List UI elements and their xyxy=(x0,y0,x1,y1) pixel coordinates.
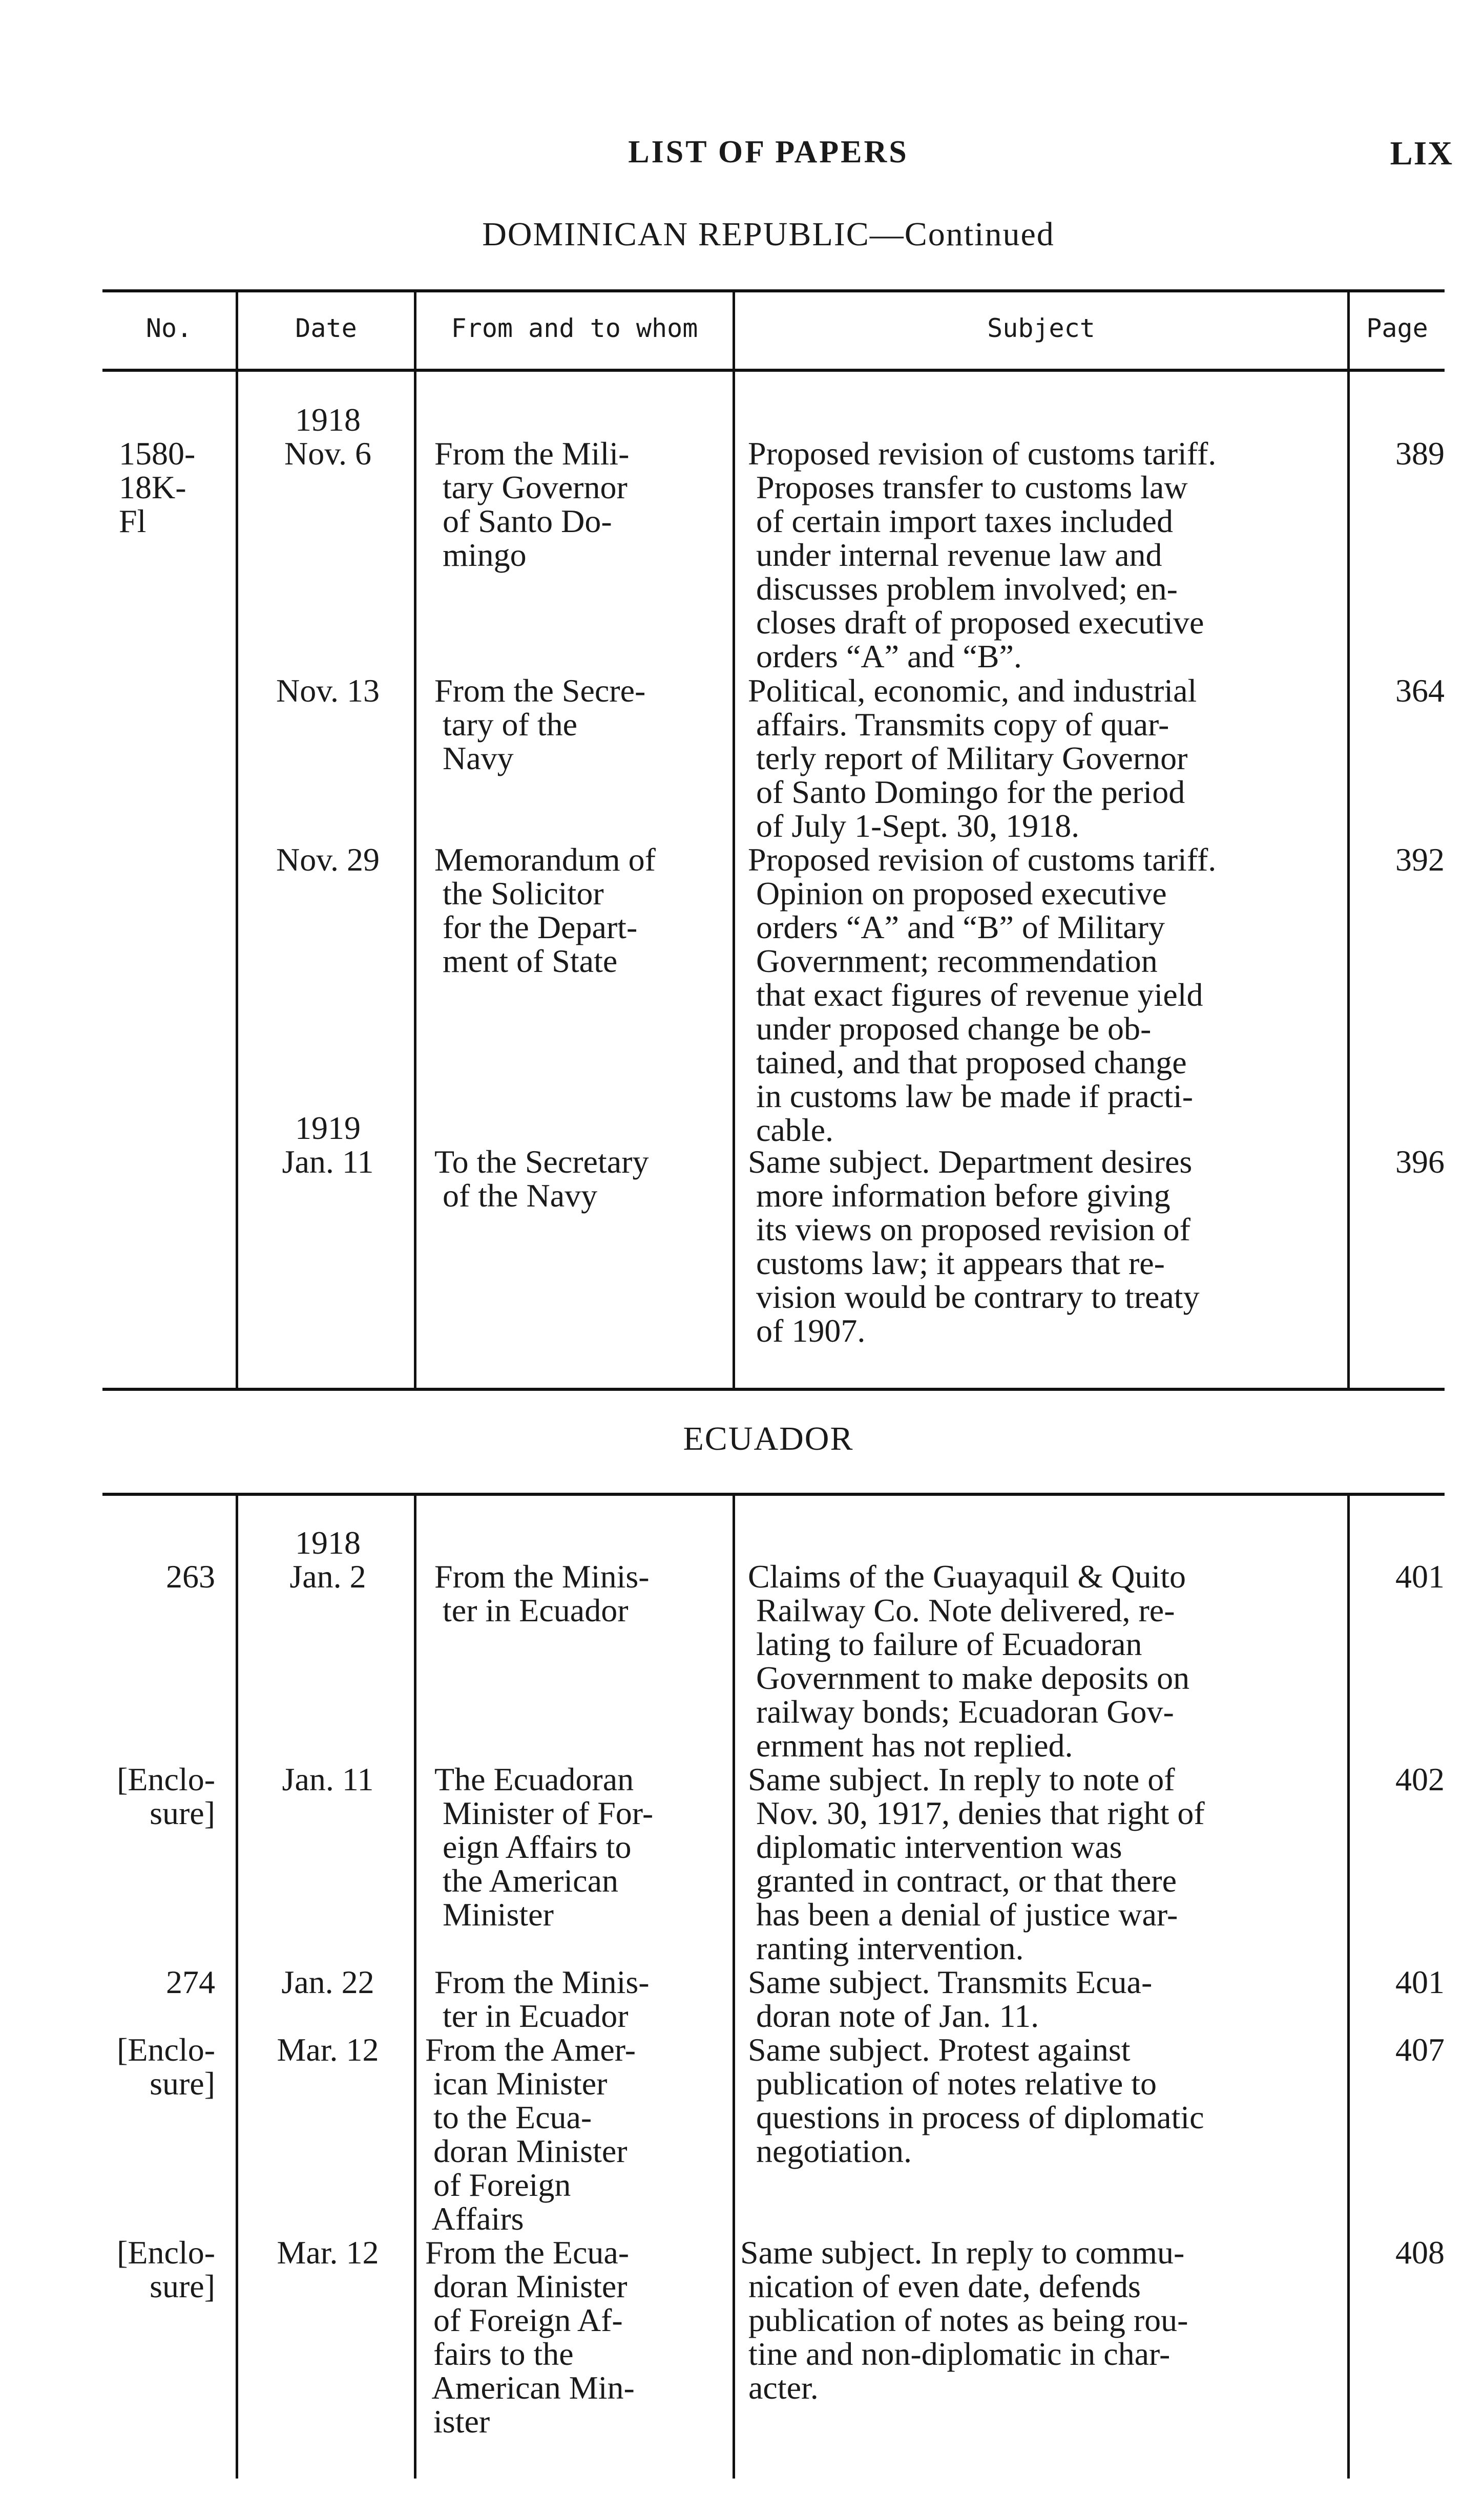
column-header-subject: Subject xyxy=(987,313,1095,343)
row-date: Mar. 12 xyxy=(277,2031,379,2068)
row-page: 408 xyxy=(1395,2234,1445,2271)
row-number: [Enclo- sure] xyxy=(117,2031,215,2102)
page-number-roman: LIX xyxy=(1390,135,1453,172)
row-date: Mar. 12 xyxy=(277,2234,379,2271)
row-subject: Same subject. In reply to note of Nov. 30, 1917, denies that right of diplomatic intervention was granted in contract, or that there has been a denial of justice war- ranting intervention. xyxy=(748,1761,1205,1966)
row-date: 1918 Jan. 2 xyxy=(289,1524,366,1595)
section-title-dominican: DOMINICAN REPUBLIC—Continued xyxy=(482,216,1055,253)
row-subject: Proposed revision of customs tariff. Proposes transfer to customs law of certain import taxes included under internal revenue law and discusses problem involved; en- closes draft of proposed executive orders “A” and “B”. xyxy=(748,435,1217,674)
column-header-page: Page xyxy=(1366,313,1428,343)
row-number: 263 xyxy=(166,1558,215,1595)
row-from: From the Ecua- doran Minister of Foreign Af- fairs to the American Min- ister xyxy=(425,2234,635,2440)
row-number: 1580- 18K- Fl xyxy=(119,435,196,539)
row-page: 401 xyxy=(1395,1558,1445,1595)
row-date: Nov. 29 xyxy=(276,841,380,878)
table1-col-divider xyxy=(1347,289,1350,1388)
column-header-date: Date xyxy=(295,313,357,343)
table2-col-divider xyxy=(236,1493,238,2479)
row-date: Jan. 22 xyxy=(281,1964,374,2000)
table1-col-divider xyxy=(733,289,735,1388)
row-from: Memorandum of the Solicitor for the Depart- ment of State xyxy=(434,841,656,979)
row-number: [Enclo- sure] xyxy=(117,1761,215,1831)
table2-col-divider xyxy=(414,1493,416,2479)
table1-top-rule xyxy=(102,289,1445,292)
row-from: From the Minis- ter in Ecuador xyxy=(434,1964,650,2034)
row-from: The Ecuadoran Minister of For- eign Affairs to the American Minister xyxy=(434,1761,654,1933)
row-page: 401 xyxy=(1395,1964,1445,2000)
row-page: 392 xyxy=(1395,841,1445,878)
table1-header-rule xyxy=(102,369,1445,372)
row-from: From the Minis- ter in Ecuador xyxy=(434,1558,650,1628)
row-page: 364 xyxy=(1395,672,1445,709)
table1-bottom-rule xyxy=(102,1388,1445,1391)
row-subject: Same subject. Department desires more information before giving its views on proposed revision of customs law; it appears that re- vision would be contrary to treaty of 1907. xyxy=(748,1143,1200,1349)
row-from: From the Secre- tary of the Navy xyxy=(434,672,646,776)
row-subject: Same subject. In reply to commu- nication of even date, defends publication of notes as being rou- tine and non-diplomatic in char- acter. xyxy=(740,2234,1188,2406)
row-number: 274 xyxy=(166,1964,215,2000)
row-subject: Claims of the Guayaquil & Quito Railway Co. Note delivered, re- lating to failure of Ecuadoran Government to make deposits on railway bonds; Ecuadoran Gov- ernment has not replied. xyxy=(748,1558,1190,1764)
column-header-no: No. xyxy=(145,313,193,343)
table1-col-divider xyxy=(414,289,416,1388)
row-from: To the Secretary of the Navy xyxy=(434,1143,649,1214)
row-date: 1919 Jan. 11 xyxy=(282,1110,374,1180)
table2-col-divider xyxy=(733,1493,735,2479)
table2-col-divider xyxy=(1347,1493,1350,2479)
table1-col-divider xyxy=(236,289,238,1388)
row-date: 1918 Nov. 6 xyxy=(284,401,372,472)
row-subject: Political, economic, and industrial affairs. Transmits copy of quar- terly report of Military Governor of Santo Domingo for the period of July 1-Sept. 30, 1918. xyxy=(748,672,1197,844)
running-title: LIST OF PAPERS xyxy=(628,135,909,170)
table2-top-rule xyxy=(102,1493,1445,1496)
row-page: 402 xyxy=(1395,1761,1445,1797)
row-page: 389 xyxy=(1395,435,1445,472)
row-from: From the Mili- tary Governor of Santo Do- mingo xyxy=(434,435,630,573)
row-number: [Enclo- sure] xyxy=(117,2234,215,2304)
row-date: Jan. 11 xyxy=(282,1761,374,1797)
row-date: Nov. 13 xyxy=(276,672,380,709)
row-page: 407 xyxy=(1395,2031,1445,2068)
row-subject: Proposed revision of customs tariff. Opinion on proposed executive orders “A” and “B” of Military Government; recommendation that exact figures of revenue yield under proposed change be ob- tained, and that proposed change in customs law be made if practi- cable. xyxy=(748,841,1217,1148)
row-from: From the Amer- ican Minister to the Ecua- doran Minister of Foreign Affairs xyxy=(425,2031,636,2237)
row-page: 396 xyxy=(1395,1143,1445,1180)
row-subject: Same subject. Protest against publication of notes relative to questions in process of diplomatic negotiation. xyxy=(748,2031,1204,2169)
row-subject: Same subject. Transmits Ecua- doran note of Jan. 11. xyxy=(748,1964,1153,2034)
column-header-from: From and to whom xyxy=(451,313,698,343)
section-title-ecuador: ECUADOR xyxy=(683,1420,854,1457)
